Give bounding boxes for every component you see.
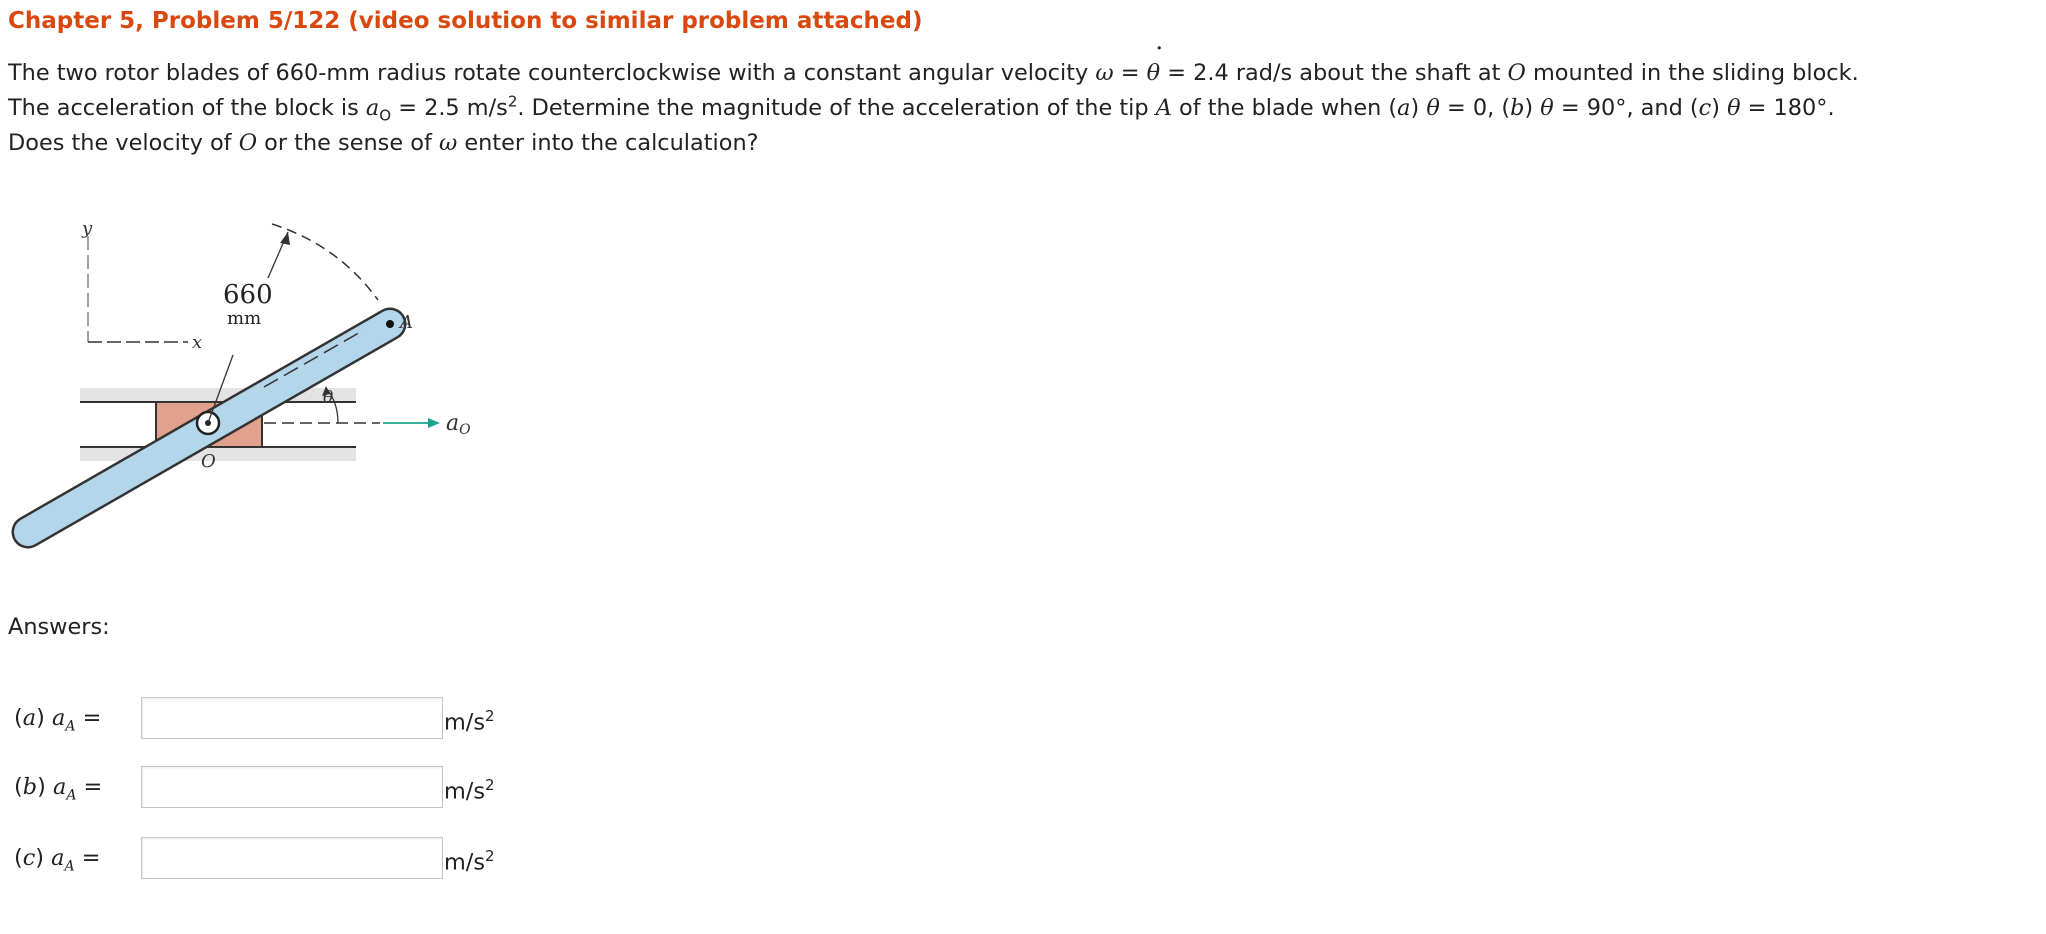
answer-input-b[interactable] (141, 766, 443, 808)
rotor-diagram (8, 190, 498, 560)
acceleration-label: aO (446, 411, 471, 438)
answer-unit-a: $m/s^2$ (444, 707, 495, 736)
point-O-label: O (201, 451, 216, 472)
rotor-blade-figure (8, 190, 498, 560)
tip-A-label: A (400, 312, 413, 333)
answer-label-a: (a) $a_A$ = (14, 705, 102, 735)
answer-input-a[interactable] (141, 697, 443, 739)
answer-label-b: (b) $a_A$ = (14, 774, 103, 804)
radius-value-label: 660 (223, 280, 273, 310)
problem-line-1: The two rotor blades of 660-mm radius rotate counterclockwise with a constant angular velocity ω = θ ˙ = 2.4 rad/s about the shaft at O mounted in the sliding block. (8, 56, 2044, 91)
problem-title: Chapter 5, Problem 5/122 (video solution to similar problem attached) (8, 8, 923, 34)
radius-unit-label: mm (227, 308, 262, 329)
problem-line-3: Does the velocity of O or the sense of ω enter into the calculation? (8, 130, 759, 156)
lower-rail (80, 446, 356, 461)
problem-statement (8, 44, 2044, 161)
theta-dot: θ ˙ (1146, 44, 1165, 86)
problem-line-2: The acceleration of the block is $a_O = 2.5$ $m/s^2$. Determine the magnitude of the acceleration of the tip A of the blade when (a) θ = 0, (b) θ = 90°, and (c) θ = 180°. (8, 92, 1835, 125)
answer-input-c[interactable] (141, 837, 443, 879)
theta-label: θ (323, 388, 334, 408)
tip-A-point (386, 320, 394, 328)
answer-unit-c: $m/s^2$ (444, 847, 495, 876)
x-axis-label: x (192, 332, 203, 353)
answers-label: Answers: (8, 614, 110, 640)
y-axis-label: y (82, 218, 93, 239)
answer-unit-b: $m/s^2$ (444, 776, 495, 805)
answer-label-c: (c) $a_A$ = (14, 845, 101, 875)
